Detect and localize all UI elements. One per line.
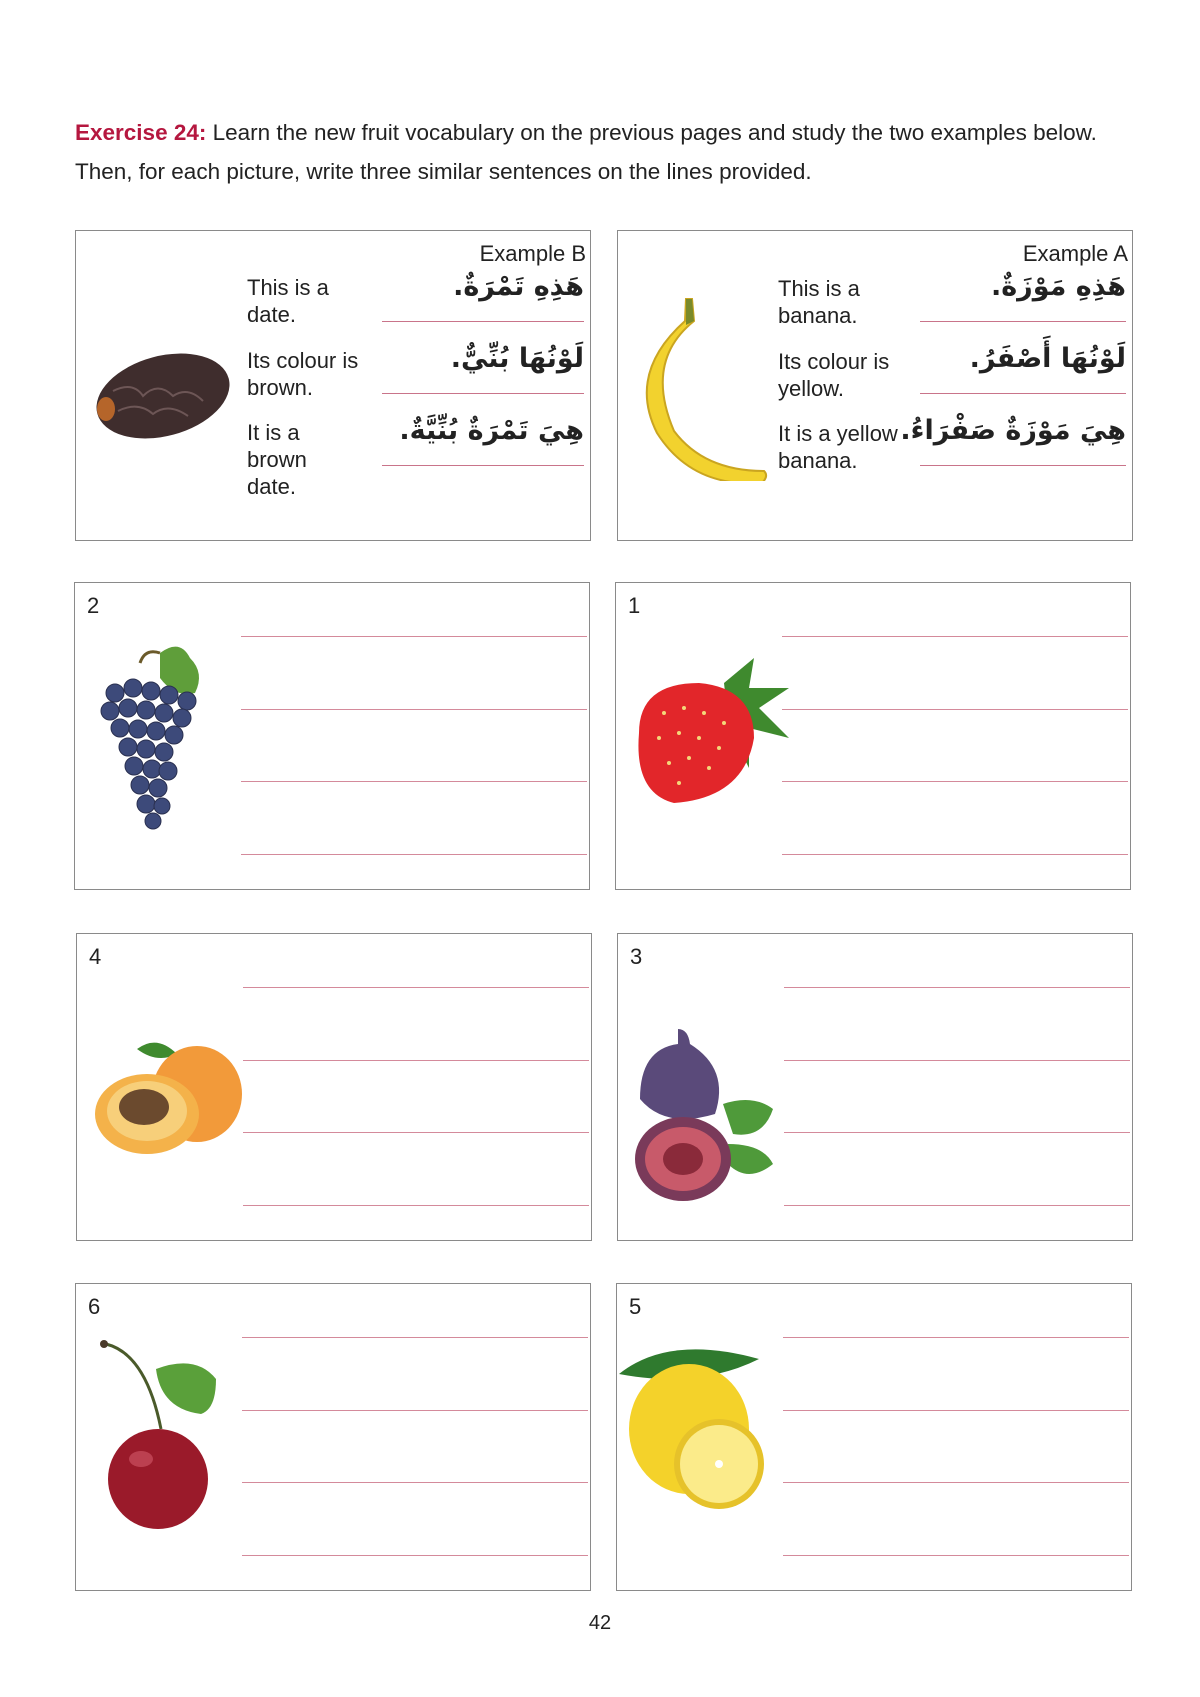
english-sentence: Its colour is yellow. [778,349,890,401]
example-label: Example A [1022,241,1128,266]
exercise-box-2 [74,582,590,890]
instructions-text: Learn the new fruit vocabulary on the previous pages and study the two examples below. Then, for each picture, write three similar sentences on the lines provided. [75,120,1097,184]
arabic-sentence: هَذِهِ مَوْزَةٌ. [990,271,1126,302]
answer-line[interactable] [783,1555,1129,1556]
exercise-label: Exercise 24: [75,120,207,145]
answer-line[interactable] [241,854,587,855]
answer-line[interactable] [242,1337,588,1338]
arabic-sentence: هِيَ مَوْزَةٌ صَفْرَاءُ. [900,415,1126,446]
page-number: 42 [588,1612,612,1634]
arabic-sentence: لَوْنُهَا بُنِّيٌّ. [450,343,584,374]
answer-line[interactable] [241,709,587,710]
fig-image [628,1024,788,1214]
arabic-sentence: هَذِهِ تَمْرَةٌ. [453,271,584,302]
underline [382,465,584,466]
grapes-image [90,633,230,853]
strawberry-image [624,653,794,813]
answer-line[interactable] [784,1205,1130,1206]
arabic-sentence: هِيَ تَمْرَةٌ بُنِّيَّةٌ. [399,415,584,446]
answer-line[interactable] [242,1410,588,1411]
answer-line[interactable] [241,781,587,782]
arabic-sentence: لَوْنُهَا أَصْفَرُ. [969,343,1126,374]
underline [920,393,1126,394]
banana-image [626,291,776,481]
exercise-number: 6 [88,1294,101,1319]
exercise-number: 5 [629,1294,642,1319]
answer-line[interactable] [783,1482,1129,1483]
english-sentence: Its colour is brown. [247,348,359,400]
answer-line[interactable] [243,1060,589,1061]
date-image [88,341,238,451]
apricot-image [92,1029,252,1169]
answer-line[interactable] [784,987,1130,988]
answer-line[interactable] [243,987,589,988]
answer-line[interactable] [782,781,1128,782]
underline [920,321,1126,322]
english-sentence: This is a banana. [778,276,860,328]
answer-line[interactable] [242,1555,588,1556]
underline [920,465,1126,466]
answer-line[interactable] [782,854,1128,855]
exercise-number: 4 [89,944,102,969]
exercise-number: 1 [628,593,641,618]
exercise-box-6 [75,1283,591,1591]
answer-line[interactable] [784,1132,1130,1133]
instructions [75,113,1135,191]
example-label: Example B [479,241,586,266]
underline [382,393,584,394]
exercise-number: 3 [630,944,643,969]
answer-line[interactable] [243,1132,589,1133]
example-b-box [75,230,591,541]
english-sentence: It is a brown date. [247,420,307,499]
answer-line[interactable] [782,709,1128,710]
answer-line[interactable] [783,1337,1129,1338]
example-a-box [617,230,1133,541]
exercise-box-5 [616,1283,1132,1591]
exercise-number: 2 [87,593,100,618]
answer-line[interactable] [242,1482,588,1483]
answer-line[interactable] [243,1205,589,1206]
underline [382,321,584,322]
cherry-image [96,1339,236,1539]
exercise-box-1 [615,582,1131,890]
answer-line[interactable] [782,636,1128,637]
english-sentence: This is a date. [247,275,329,327]
english-sentence: It is a yellow banana. [778,421,898,473]
answer-line[interactable] [784,1060,1130,1061]
exercise-box-3 [617,933,1133,1241]
exercise-box-4 [76,933,592,1241]
lemon-image [619,1334,789,1514]
answer-line[interactable] [783,1410,1129,1411]
answer-line[interactable] [241,636,587,637]
